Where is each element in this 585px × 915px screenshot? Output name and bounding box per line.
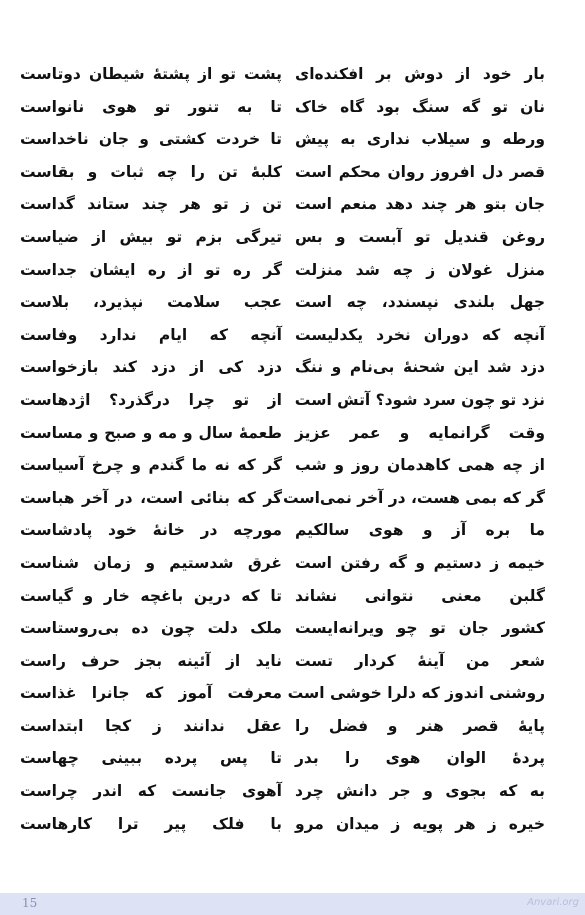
left-verse-line: گر که بنائی است، در آخر هباست: [20, 488, 282, 507]
left-verse-line: طعمهٔ سال و مه و صبح و مساست: [20, 423, 282, 442]
right-verse-line: گر که بمی هست، در آخر نمی‌است: [282, 488, 545, 507]
right-verse-line: ورطه و سیلاب نداری به پیش: [295, 130, 545, 149]
left-verse-line: تن ز تو هر چند ستاند گداست: [20, 195, 282, 214]
page-number: 15: [22, 896, 38, 910]
right-verse-line: پردهٔ الوان هوی را بدر: [295, 749, 545, 768]
poem-left-column: [20, 58, 282, 840]
right-verse-line: خیره ز هر پویه ز میدان مرو: [295, 814, 545, 833]
right-verse-line: گلبن معنی نتوانی نشاند: [295, 586, 545, 605]
left-verse-line: پشت تو از پشتهٔ شیطان دوتاست: [20, 65, 282, 83]
right-verse-line: جان بتو هر چند دهد منعم است: [295, 195, 545, 214]
right-verse-line: روشنی اندوز که دلرا خوشی است: [287, 684, 545, 703]
poem-right-column: [282, 58, 545, 840]
right-verse-line: شعر من آینهٔ کردار تست: [295, 651, 545, 670]
left-verse-line: ملک دلت چون ده بی‌روستاست: [20, 619, 282, 638]
left-verse-line: گر ره تو از ره ایشان جداست: [20, 260, 282, 279]
left-verse-line: تیرگی بزم تو بیش از ضیاست: [20, 227, 282, 246]
left-verse-line: دزد کی از دزد کند بازخواست: [20, 358, 282, 377]
watermark: Anvari.org: [527, 897, 579, 908]
right-verse-line: نان تو گه سنگ بود گاه خاک: [295, 97, 545, 116]
right-verse-line: از چه همی کاهدمان روز و شب: [295, 456, 545, 475]
left-verse-line: تا به تنور تو هوی نانواست: [20, 97, 282, 116]
left-verse-line: از تو چرا درگذرد؟ اژدهاست: [20, 390, 282, 409]
right-verse-line: وقت گرانمایه و عمر عزیز: [295, 423, 545, 442]
left-verse-line: عقل ندانند ز کجا ابتداست: [20, 716, 282, 735]
right-verse-line: جهل بلندی نپسندد، چه است: [295, 293, 545, 312]
right-verse-line: دزد شد این شحنهٔ بی‌نام و ننگ: [295, 358, 545, 377]
right-verse-line: خیمه ز دستیم و گه رفتن است: [295, 553, 545, 572]
left-verse-line: غرق شدستیم و زمان شناست: [20, 553, 282, 572]
left-verse-line: مورچه در خانهٔ خود پادشاست: [20, 521, 282, 540]
left-verse-line: گر که نه ما گندم و چرخ آسیاست: [20, 456, 282, 475]
right-verse-line: بار خود از دوش بر افکنده‌ای: [295, 65, 545, 83]
right-verse-line: کشور جان تو چو ویرانه‌ایست: [295, 619, 545, 638]
left-verse-line: با فلک پیر ترا کارهاست: [20, 814, 282, 833]
right-verse-line: پایهٔ قصر هنر و فضل را: [295, 716, 545, 735]
right-verse-line: روغن قندیل تو آبست و بس: [295, 227, 545, 246]
footer-bar: [0, 893, 585, 915]
right-verse-line: ما بره آز و هوی سالکیم: [295, 521, 545, 540]
right-verse-line: به که بجوی و جر دانش چرد: [295, 782, 545, 801]
right-verse-line: نزد تو چون سرد شود؟ آتش است: [294, 390, 545, 409]
left-verse-line: تا که درین باغچه خار و گیاست: [20, 586, 282, 605]
left-verse-line: آنچه که ایام ندارد وفاست: [20, 325, 282, 344]
right-verse-line: قصر دل افروز روان محکم است: [295, 162, 545, 181]
left-verse-line: آهوی جانست که اندر چراست: [20, 782, 282, 801]
left-verse-line: تا خردت کشتی و جان ناخداست: [20, 130, 282, 149]
right-verse-line: آنچه که دوران نخرد یکدلیست: [295, 325, 545, 344]
left-verse-line: کلبهٔ تن را چه ثبات و بقاست: [20, 162, 282, 181]
left-verse-line: ناید از آئینه بجز حرف راست: [20, 651, 282, 670]
left-verse-line: عجب سلامت نپذیرد، بلاست: [20, 293, 282, 312]
left-verse-line: معرفت آموز که جانرا غذاست: [20, 684, 282, 703]
right-verse-line: منزل غولان ز چه شد منزلت: [295, 260, 545, 279]
left-verse-line: تا پس پرده ببینی چهاست: [20, 749, 282, 768]
